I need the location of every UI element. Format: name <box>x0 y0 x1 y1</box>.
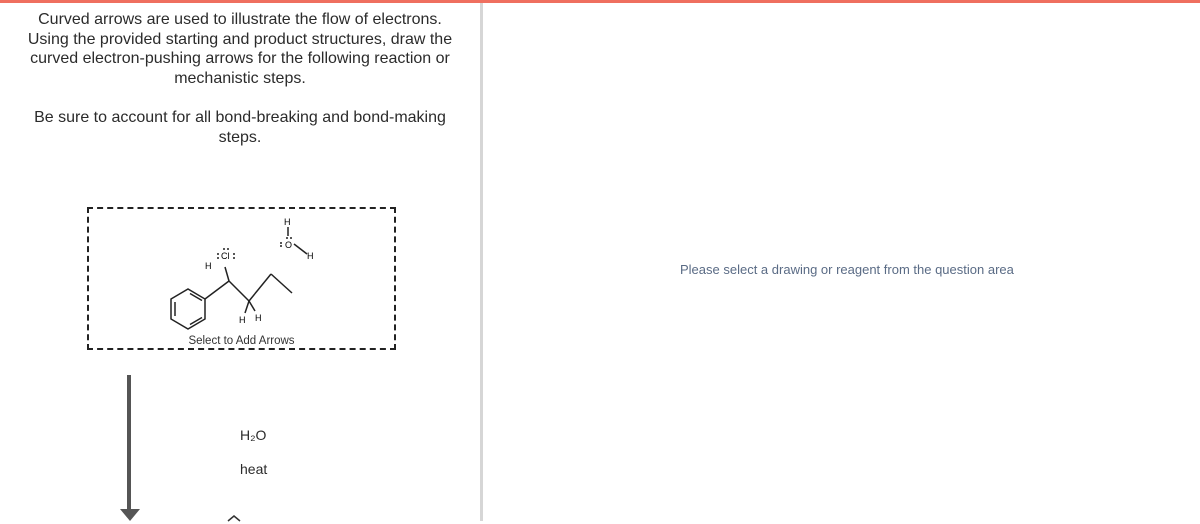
question-area <box>0 3 480 521</box>
ch2-hydrogen-left: H <box>239 315 246 325</box>
arrow-drawing-box[interactable] <box>87 207 396 350</box>
answer-area <box>483 3 1200 521</box>
hydrogen-atom: H <box>205 261 212 271</box>
starting-structure <box>89 209 398 352</box>
instruction-text: Curved arrows are used to illustrate the flow of electrons. Using the provided starting and product structures, draw the curved electron-pushing arrows for the following reaction or mechanistic steps. <box>27 11 453 87</box>
chlorine-atom: Cl <box>221 251 230 261</box>
oxygen-atom: O <box>285 240 293 250</box>
instruction-note: Be sure to account for all bond-breaking and bond-making steps. <box>34 109 446 146</box>
water-hydrogen-right: H <box>307 251 314 261</box>
reagent-water[interactable]: H₂O <box>240 427 267 443</box>
chevron-icon <box>226 511 242 524</box>
ch2-hydrogen-right: H <box>255 313 262 323</box>
selection-placeholder-message: Please select a drawing or reagent from the question area <box>680 262 1014 277</box>
reagent-heat[interactable]: heat <box>240 461 268 477</box>
arrow-down-icon <box>116 375 144 521</box>
question-instructions <box>20 10 460 147</box>
select-arrows-label: Select to Add Arrows <box>188 335 295 347</box>
benzene-ring <box>171 289 205 329</box>
water-hydrogen-top: H <box>284 217 291 227</box>
